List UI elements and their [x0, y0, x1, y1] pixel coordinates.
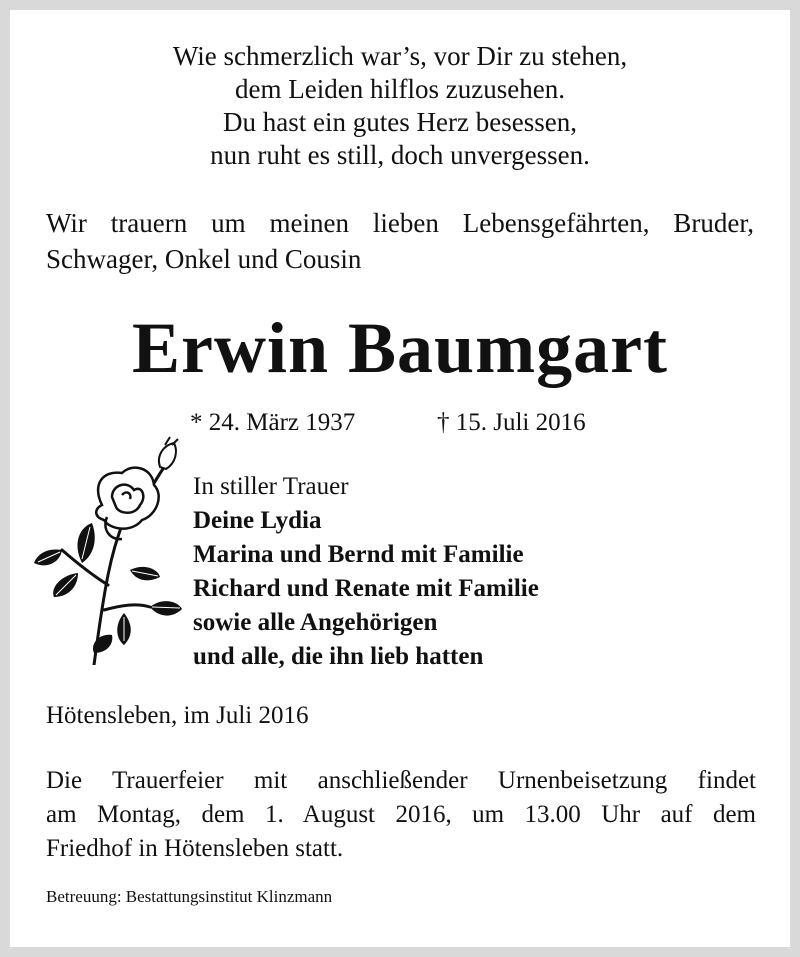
- mourner-name: Deine Lydia: [193, 507, 322, 534]
- birth-date: * 24. März 1937: [190, 409, 356, 436]
- intro-line: Schwager, Onkel und Cousin: [46, 244, 362, 274]
- intro-line: Wir trauern um meinen lieben Lebensgefährten, Bruder,: [46, 208, 754, 238]
- mourner-name: sowie alle Angehörigen: [193, 609, 438, 636]
- mourners-list: [193, 470, 539, 674]
- mourners-heading: In stiller Trauer: [193, 473, 349, 500]
- poem-line: dem Leiden hilflos zuzusehen.: [235, 74, 565, 104]
- mourner-name: Marina und Bernd mit Familie: [193, 541, 524, 568]
- mourner-name: und alle, die ihn lieb hatten: [193, 643, 484, 670]
- poem: [10, 40, 790, 172]
- funeral-home-credit: Betreuung: Bestattungsinstitut Klinzmann: [46, 887, 333, 906]
- place-date: Hötensleben, im Juli 2016: [46, 702, 309, 729]
- poem-line: nun ruht es still, doch unvergessen.: [210, 140, 590, 170]
- mourner-name: Richard und Renate mit Familie: [193, 575, 539, 602]
- rose-icon: [32, 435, 182, 665]
- poem-line: Du hast ein gutes Herz besessen,: [223, 107, 577, 137]
- ceremony-line: Friedhof in Hötensleben statt.: [46, 835, 344, 862]
- obituary-notice: [10, 10, 790, 947]
- death-date: † 15. Juli 2016: [437, 409, 586, 436]
- ceremony-line: Die Trauerfeier mit anschließender Urnenbeisetzung findet: [46, 767, 756, 794]
- poem-line: Wie schmerzlich war’s, vor Dir zu stehen,: [172, 41, 628, 71]
- ceremony-line: am Montag, dem 1. August 2016, um 13.00 Uhr auf dem: [46, 801, 756, 828]
- ceremony-info: [46, 764, 756, 866]
- deceased-name: Erwin Baumgart: [132, 308, 668, 388]
- mourning-intro: [46, 205, 754, 277]
